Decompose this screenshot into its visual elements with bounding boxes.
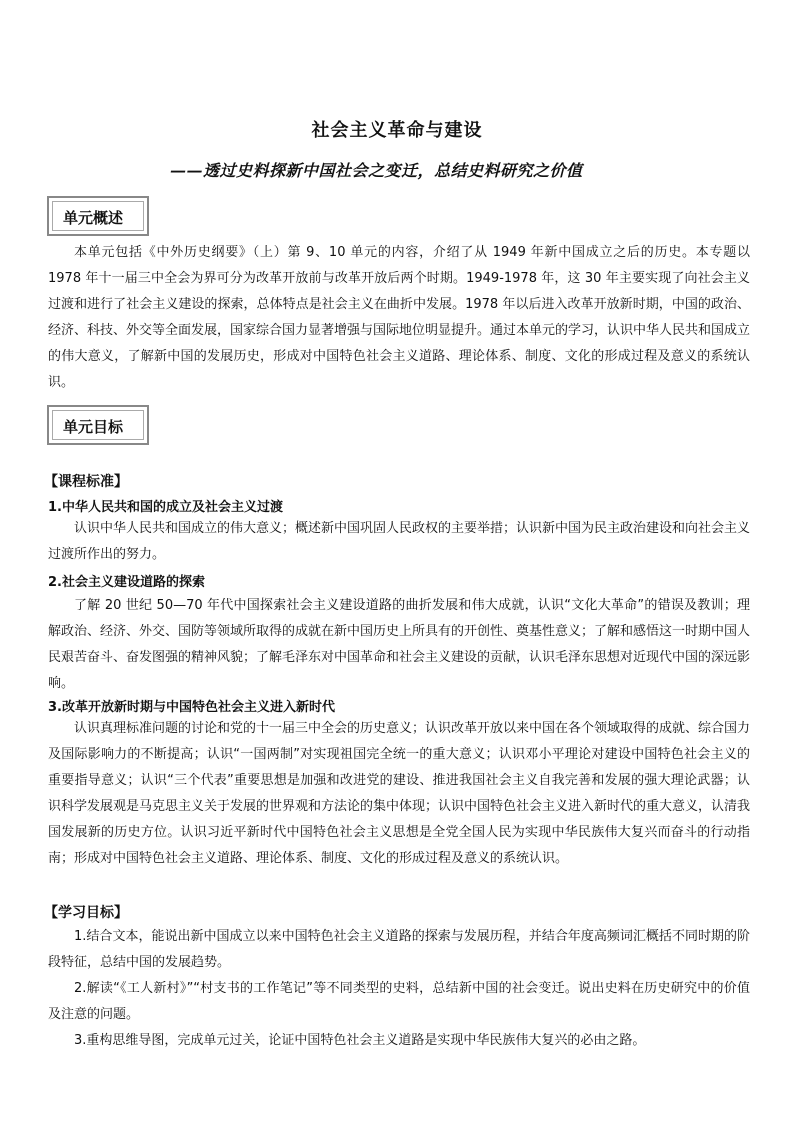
section-label-overview — [47, 196, 149, 236]
curriculum-item2-text: 了解 20 世纪 50—70 年代中国探索社会主义建设道路的曲折发展和伟大成就，认识“文化大革命”的错误及教训；理解政治、经济、外交、国防等领域所取得的成就在新中国历史上所具有的开创性、奠基性意义；了解和感悟这一时期中国人民艰苦奋斗、奋发图强的精神风貌；了解毛泽东对中国革命和社会主义建设的贡献，认识毛泽东思想对近现代中国的深远影响。 — [48, 598, 751, 691]
learning-goal-2: 2.解读“《工人新村》”“村支书的工作笔记”等不同类型的史料，总结新中国的社会变迁。说出史料在历史研究中的价值及注意的问题。 — [48, 981, 750, 1022]
curriculum-heading: 【课程标准】 — [44, 474, 128, 490]
curriculum-item1-title: 1.中华人民共和国的成立及社会主义过渡 — [48, 500, 283, 515]
learning-heading: 【学习目标】 — [44, 905, 128, 921]
curriculum-item3-text: 认识真理标准问题的讨论和党的十一届三中全会的历史意义；认识改革开放以来中国在各个领域取得的成就、综合国力及国际影响力的不断提高；认识“一国两制”对实现祖国完全统一的重大意义；认识邓小平理论对建设中国特色社会主义的重要指导意义；认识“三个代表”重要思想是加强和改进党的建设、推进我国社会主义自我完善和发展的强大理论武器；认识科学发展观是马克思主义关于发展的世界观和方法论的集中体现；认识中国特色社会主义进入新时代的重大意义，认清我国发展新的历史方位。认识习近平新时代中国特色社会主义思想是全党全国人民为实现中华民族伟大复兴而奋斗的行动指南；形成对中国特色社会主义道路、理论体系、制度、文化的形成过程及意义的系统认识。 — [48, 721, 751, 866]
learning-goal-3: 3.重构思维导图，完成单元过关，论证中国特色社会主义道路是实现中华民族伟大复兴的必由之路。 — [74, 1033, 646, 1048]
overview-paragraph: 本单元包括《中外历史纲要》（上）第 9、10 单元的内容，介绍了从 1949 年新中国成立之后的历史。本专题以 1978 年十一届三中全会为界可分为改革开放前与改革开放后两个时期。1949-1978 年，这 30 年主要实现了向社会主义过渡和进行了社会主义建设的探索，总体特点是社会主义在曲折中发展。1978 年以后进入改革开放新时期，中国的政治、经济、科技、外交等全面发展，国家综合国力显著增强与国际地位明显提升。通过本单元的学习，认识中华人民共和国成立的伟大意义，了解新中国的发展历史，形成对中国特色社会主义道路、理论体系、制度、文化的形成过程及意义的系统认识。 — [48, 245, 751, 390]
section-label-goals — [47, 405, 149, 445]
page-subtitle: ——透过史料探新中国社会之变迁，总结史料研究之价值 — [170, 161, 583, 180]
curriculum-item2-title: 2.社会主义建设道路的探索 — [48, 575, 205, 590]
section-label-goals-text: 单元目标 — [63, 418, 124, 436]
curriculum-item3-title: 3.改革开放新时期与中国特色社会主义进入新时代 — [48, 700, 335, 715]
curriculum-item1-text: 认识中华人民共和国成立的伟大意义；概述新中国巩固人民政权的主要举措；认识新中国为民主政治建设和向社会主义过渡所作出的努力。 — [48, 521, 751, 562]
section-label-overview-text: 单元概述 — [63, 209, 124, 227]
learning-goal-1: 1.结合文本，能说出新中国成立以来中国特色社会主义道路的探索与发展历程，并结合年度高频词汇概括不同时期的阶段特征，总结中国的发展趋势。 — [48, 929, 750, 970]
page-title: 社会主义革命与建设 — [311, 120, 483, 141]
